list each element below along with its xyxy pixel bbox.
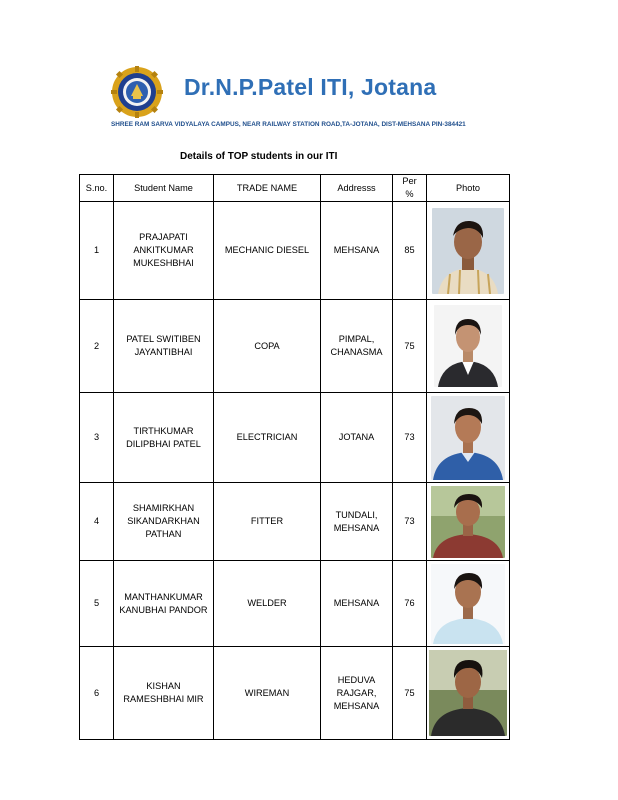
column-header-trade: TRADE NAME	[214, 175, 321, 202]
cell-sno: 1	[80, 202, 114, 300]
table-header-row	[80, 175, 510, 202]
table-row	[80, 300, 510, 393]
cell-percent: 73	[393, 483, 427, 561]
cell-percent: 76	[393, 561, 427, 647]
cell-percent: 75	[393, 300, 427, 393]
student-photo	[429, 650, 507, 736]
cell-address: PIMPAL, CHANASMA	[321, 300, 393, 393]
table-row	[80, 561, 510, 647]
cell-photo	[427, 300, 510, 393]
cell-photo	[427, 561, 510, 647]
cell-address: TUNDALI, MEHSANA	[321, 483, 393, 561]
cell-photo	[427, 393, 510, 483]
table-row	[80, 202, 510, 300]
cell-percent: 85	[393, 202, 427, 300]
column-header-name: Student Name	[114, 175, 214, 202]
cell-photo	[427, 647, 510, 740]
top-students-table	[79, 174, 510, 740]
cell-sno: 6	[80, 647, 114, 740]
cell-name: MANTHANKUMAR KANUBHAI PANDOR	[114, 561, 214, 647]
table-row	[80, 647, 510, 740]
student-photo	[431, 486, 505, 558]
table-row	[80, 483, 510, 561]
cell-photo	[427, 483, 510, 561]
institute-title: Dr.N.P.Patel ITI, Jotana	[184, 74, 437, 100]
student-photo	[431, 396, 505, 480]
student-photo	[431, 564, 505, 644]
cell-sno: 2	[80, 300, 114, 393]
cell-address: JOTANA	[321, 393, 393, 483]
table-row	[80, 393, 510, 483]
column-header-address: Addresss	[321, 175, 393, 202]
gear-emblem-icon	[111, 66, 163, 118]
cell-percent: 73	[393, 393, 427, 483]
cell-name: TIRTHKUMAR DILIPBHAI PATEL	[114, 393, 214, 483]
cell-trade: WELDER	[214, 561, 321, 647]
section-heading: Details of TOP students in our ITI	[180, 151, 338, 162]
cell-address: MEHSANA	[321, 202, 393, 300]
cell-address: HEDUVA RAJGAR, MEHSANA	[321, 647, 393, 740]
institute-address: SHREE RAM SARVA VIDYALAYA CAMPUS, NEAR RAILWAY STATION ROAD,TA-JOTANA, DIST-MEHSANA PIN-384421	[111, 121, 466, 128]
cell-sno: 5	[80, 561, 114, 647]
student-photo	[434, 305, 502, 387]
cell-photo	[427, 202, 510, 300]
cell-trade: ELECTRICIAN	[214, 393, 321, 483]
cell-address: MEHSANA	[321, 561, 393, 647]
cell-trade: COPA	[214, 300, 321, 393]
cell-trade: WIREMAN	[214, 647, 321, 740]
column-header-sno: S.no.	[80, 175, 114, 202]
cell-sno: 4	[80, 483, 114, 561]
cell-sno: 3	[80, 393, 114, 483]
column-header-photo: Photo	[427, 175, 510, 202]
cell-trade: FITTER	[214, 483, 321, 561]
column-header-percent: Per %	[393, 175, 427, 202]
institute-logo	[111, 66, 163, 118]
cell-name: SHAMIRKHAN SIKANDARKHAN PATHAN	[114, 483, 214, 561]
cell-trade: MECHANIC DIESEL	[214, 202, 321, 300]
cell-name: KISHAN RAMESHBHAI MIR	[114, 647, 214, 740]
student-photo	[432, 208, 504, 294]
cell-name: PATEL SWITIBEN JAYANTIBHAI	[114, 300, 214, 393]
cell-percent: 75	[393, 647, 427, 740]
cell-name: PRAJAPATI ANKITKUMAR MUKESHBHAI	[114, 202, 214, 300]
